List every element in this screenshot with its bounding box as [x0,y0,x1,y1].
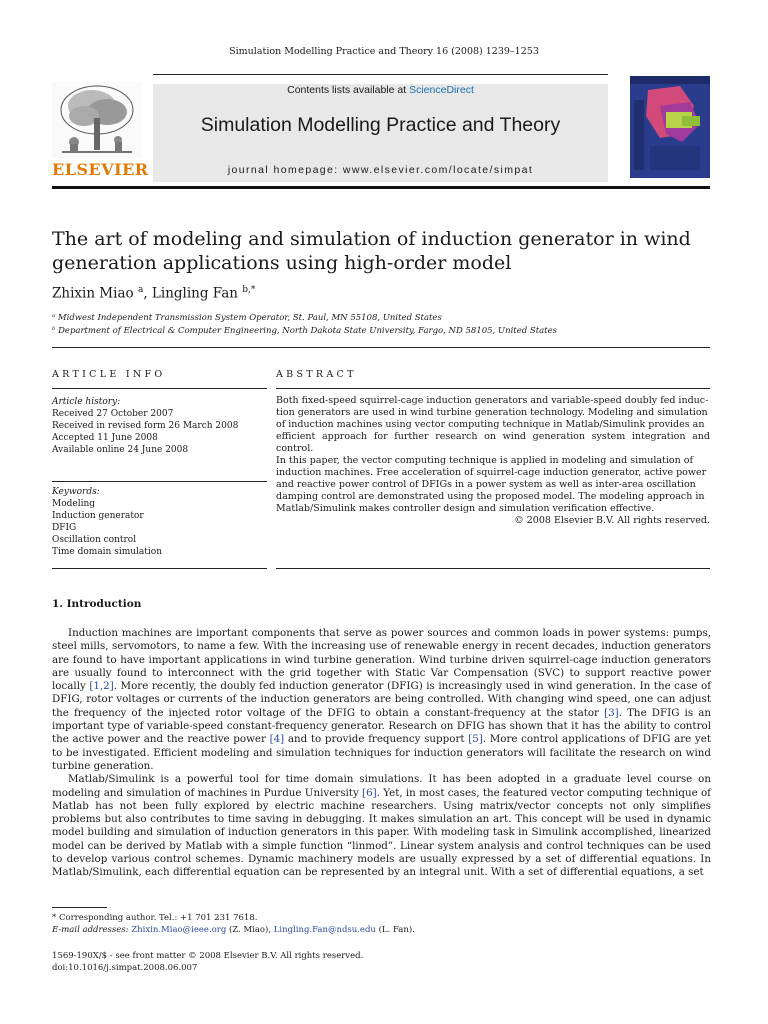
email-owner: (Z. Miao), [226,925,274,935]
history-item: Received in revised form 26 March 2008 [52,421,239,431]
footnote-rule [52,907,107,908]
email-link[interactable]: Zhixin.Miao@ieee.org [131,925,227,935]
history-item: Available online 24 June 2008 [52,445,189,455]
cover-art [630,76,710,178]
author-name: Lingling Fan [151,285,238,302]
corresponding-author-note: * Corresponding author. Tel.: +1 701 231 7618. [52,913,258,923]
citation-link[interactable]: [3] [604,706,619,719]
elsevier-wordmark: ELSEVIER [52,160,149,179]
email-owner: (L. Fan). [375,925,415,935]
body-text-run: . Yet, in most cases, the featured vector computing technique of Matlab has not been fully explored by electric machine researchers. Using matrix/vector concepts not only simplifies problems but also contributes to time saving in debugging. It makes simulation an art. This concept will be used in dynamic model building and simulation of induction generators in this paper. With modeling task in Simulink accomplished, linearized model can be derived by Matlab with a simple function “linmod”. Linear system analysis and control techniques can be used to develop various control schemes. Dynamic machinery models are usually expressed by a set of differential equations. In Matlab/Simulink, each differential equation can be represented by an integral unit. With a set of differential equations, a set [52,786,711,879]
journal-homepage[interactable]: journal homepage: www.elsevier.com/locate/simpat [227,164,534,176]
affiliation-rule [52,347,710,348]
citation-link[interactable]: [1,2] [89,680,114,693]
abstract-line: of induction machines using vector computing technique in Matlab/Simulink provides an [276,419,705,430]
email-footnote [52,925,415,937]
keyword-item: Induction generator [52,511,144,521]
body-text-run: . The DFIG is an important type of variable-speed constant-frequency generator. Research on DFIG has shown that it has the ability to control the active power and the reactive power [52,706,712,746]
abstract-line: damping control are demonstrated using the proposed model. The modeling approach in [276,491,705,502]
intro-paragraph-2 [52,773,711,879]
article-title-line-2: generation applications using high-order model [52,252,512,274]
issn-line: 1569-190X/$ - see front matter © 2008 Elsevier B.V. All rights reserved. [52,951,364,961]
history-item: Accepted 11 June 2008 [52,433,158,443]
author-list [52,285,255,302]
contents-prefix: Contents lists available at [287,84,410,96]
keyword-item: Modeling [52,499,96,509]
citation-link[interactable]: [6] [362,786,377,799]
article-title [52,227,712,275]
abstract-line: Matlab/Simulink makes controller design and simulation verification effective. [276,503,655,514]
keywords-rule [52,481,267,482]
affiliation-a: ᵃ Midwest Independent Transmission System Operator, St. Paul, MN 55108, United States [52,313,442,323]
abstract-text [276,395,710,527]
citation-link[interactable]: [5] [468,733,483,746]
contents-line [153,84,608,96]
affiliation-b: ᵇ Department of Electrical & Computer Engineering, North Dakota State University, Fargo, ND 58105, United States [52,326,557,336]
keyword-item: Time domain simulation [52,547,162,557]
affiliation-mark: b,* [242,285,256,295]
abstract-line: tion generators are used in wind turbine generation technology. Modeling and simulation [276,407,708,418]
body-text-run: . More recently, the doubly fed induction generator (DFIG) is increasingly used in wind generation. In the case of DFIG, rotor voltages or currents of the induction generators are being controlled. With changing wind speed, one can adjust the frequency of the injected rotor voltage of the DFIG to obtain a constant-frequency at the stator [52,680,711,719]
masthead-top-rule [153,74,608,75]
abstract-line: induction machines. Free acceleration of squirrel-cage induction generator, active power [276,467,707,478]
doi-line[interactable]: doi:10.1016/j.simpat.2008.06.007 [52,963,198,973]
journal-cover-image [630,76,710,178]
abstract-heading: ABSTRACT [276,369,357,380]
abstract-line: efficient approach for further research on wind generation system integration and control. [276,431,710,454]
journal-title: Simulation Modelling Practice and Theory [200,114,561,136]
sciencedirect-link[interactable]: ScienceDirect [409,84,474,96]
keyword-item: DFIG [52,523,77,533]
running-header: Simulation Modelling Practice and Theory 16 (2008) 1239–1253 [229,46,539,57]
article-title-line-1: The art of modeling and simulation of induction generator in wind [52,228,691,250]
header-thick-rule [52,186,710,189]
abstract-line: Both fixed-speed squirrel-cage induction generators and variable-speed doubly fed induc- [276,395,709,406]
abstract-line: In this paper, the vector computing technique is applied in modeling and simulation of [276,455,693,466]
email-link[interactable]: Lingling.Fan@ndsu.edu [273,925,376,935]
affiliation-mark: a [137,285,144,295]
article-history-label: Article history: [52,397,121,407]
intro-paragraph-1 [52,627,711,773]
introduction-heading: 1. Introduction [52,598,142,610]
history-item: Received 27 October 2007 [52,409,174,419]
citation-link[interactable]: [4] [269,733,285,746]
article-history [52,396,267,456]
body-text-run: Matlab/Simulink is a powerful tool for time domain simulations. It has been adopted in a graduate level course on modeling and simulation of machines in Purdue University [52,773,711,799]
abstract-line: and reactive power control of DFIGs in a power system as well as inter-area oscillation [276,479,696,490]
keywords-block [52,486,267,558]
abstract-copyright: © 2008 Elsevier B.V. All rights reserved. [514,515,710,526]
author-separator: , [143,285,152,302]
author-name: Zhixin Miao [52,285,134,302]
keywords-label: Keywords: [52,487,100,497]
elsevier-tree-logo [52,82,142,158]
keyword-item: Oscillation control [52,535,137,545]
body-text-run: . More control applications of DFIG are yet to be investigated. Efficient modeling and simulation techniques for induction generators will facilitate the research on wind turbine generation. [52,733,711,772]
body-text-run: and to provide frequency support [284,733,469,746]
abstract-rule [276,388,710,389]
article-info-bottom-rule [52,568,267,569]
abstract-bottom-rule [276,568,710,569]
article-info-rule [52,388,267,389]
introduction-body [52,627,711,880]
body-text-run: Induction machines are important components that serve as power sources and common loads in power systems: pumps, steel mills, servomotors, to name a few. With the increasing use of renewable energy in recent decades, induction generators are found to have important applications in wind turbine generation. Wind turbine driven squirrel-cage induction generators are usually found to interconnect with the grid together with Static Var Compensation (SVC) to support reactive power locally [52,627,711,693]
email-label: E-mail addresses: [52,925,129,935]
article-info-heading: ARTICLE INFO [52,369,166,380]
